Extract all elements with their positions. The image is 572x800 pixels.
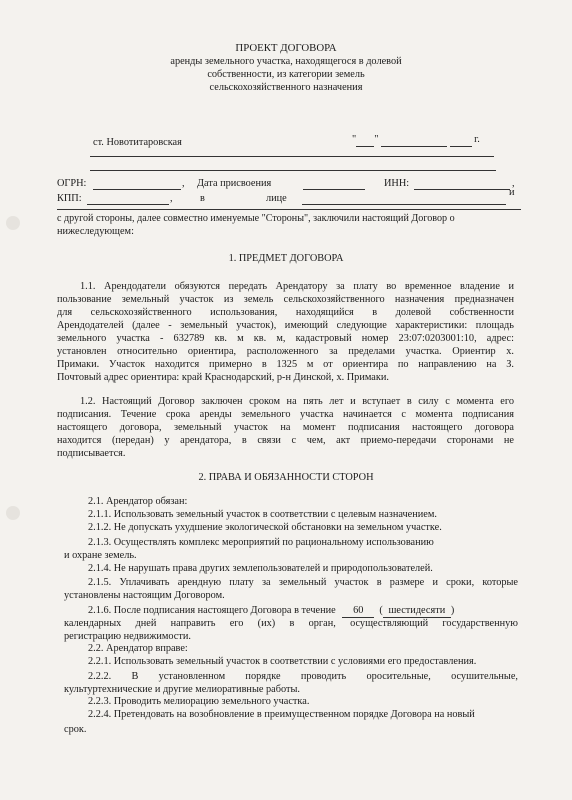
clause-text: 2.1.6. После подписания настоящего Договора в течение [88, 605, 336, 616]
intro-line: нижеследующем: [57, 226, 134, 237]
date-field [352, 134, 480, 147]
date-assigned-blank [303, 189, 365, 190]
party-name-line [90, 170, 496, 171]
paragraph-line: пользование земельный участок из земель сельскохозяйственного назначения предназначен [57, 294, 514, 305]
punch-hole [6, 216, 20, 230]
paragraph-line: подписания. Течение срока аренды земельного участка начинается с момента подписания [57, 409, 514, 420]
clause-line: 2.1.3. Осуществлять комплекс мероприятий по рациональному использованию [88, 537, 434, 548]
party-details-line [57, 209, 521, 210]
quote-mark: " [374, 134, 379, 145]
clause-line [88, 605, 454, 618]
paren: ) [450, 605, 455, 616]
clause-line: 2.2.3. Проводить мелиорацию земельного участка. [88, 696, 310, 707]
days-words: шестидесяти [383, 605, 451, 618]
and-label: и [509, 187, 515, 198]
clause-line: 2.1.4. Не нарушать права других землепользователей и природопользователей. [88, 563, 433, 574]
clause-line: календарных дней направить его (их) в орган, осуществляющий государственную [64, 618, 518, 629]
section-heading: 2. ПРАВА И ОБЯЗАННОСТИ СТОРОН [198, 472, 374, 483]
paragraph-line: 1.1. Арендодатели обязуются передать Арендатору за плату во временное владение и [80, 281, 514, 292]
punch-hole [6, 506, 20, 520]
paragraph-line: находится (передан) у арендатора, в связи с чем, акт приемо-передачи сторонами не [57, 435, 514, 446]
document-subtitle-line: аренды земельного участка, находящегося в долевой [170, 56, 402, 67]
representative-blank [302, 204, 506, 205]
section-heading: 1. ПРЕДМЕТ ДОГОВОРА [228, 253, 344, 264]
party-name-line [90, 156, 494, 157]
face-label: лице [266, 193, 287, 204]
month-blank [381, 134, 447, 147]
paren: ( [376, 605, 383, 616]
clause-line: 2.2.1. Использовать земельный участок в соответствии с условиями его предоставления. [88, 656, 477, 667]
paragraph-line: подписывается. [57, 448, 126, 459]
year-suffix: г. [474, 134, 480, 145]
paragraph-line: земельного участка - 632789 кв. м кв. м, кадастровый номер 23:07:0203001:10, адрес: [57, 333, 514, 344]
paragraph-line: Почтовый адрес ориентира: край Краснодарский, р-н Динской, х. Примаки. [57, 372, 389, 383]
document-title: ПРОЕКТ ДОГОВОРА [235, 42, 337, 54]
clause-line: 2.1.2. Не допускать ухудшение экологической обстановки на земельном участке. [88, 522, 442, 533]
inn-blank [414, 189, 510, 190]
document-subtitle-line: собственности, из категории земель [207, 69, 365, 80]
paragraph-line: Арендодателей (далее - земельный участок), имеющий следующие характеристики: площадь [57, 320, 514, 331]
clause-line: и охране земель. [64, 550, 137, 561]
place-of-signing: ст. Новотитаровская [93, 137, 182, 148]
comma: , [512, 178, 515, 189]
clause-line: установлены настоящим Договором. [64, 590, 225, 601]
document-subtitle-line: сельскохозяйственного назначения [209, 82, 363, 93]
days-number: 60 [342, 605, 374, 618]
ogrn-blank [93, 189, 181, 190]
comma: , [182, 178, 185, 189]
clause-line: 2.1. Арендатор обязан: [88, 496, 188, 507]
paragraph-line: установлен относительно ориентира, расположенного за пределами участка. Ориентир х. [57, 346, 514, 357]
paragraph-line: 1.2. Настоящий Договор заключен сроком на пять лет и вступает в силу с момента его [80, 396, 514, 407]
clause-line: 2.2.4. Претендовать на возобновление в преимущественном порядке Договора на новый [88, 709, 475, 720]
day-blank [356, 134, 374, 147]
intro-line: с другой стороны, далее совместно именуемые "Стороны", заключили настоящий Договор о [57, 213, 455, 224]
clause-line: 2.1.5. Уплачивать арендную плату за земельный участок в размере и сроки, которые [88, 577, 518, 588]
paragraph-line: Примаки. Участок находится примерно в 1325 м от ориентира по направлению на З. [57, 359, 514, 370]
kpp-label: КПП: [57, 193, 82, 204]
date-assigned-label: Дата присвоения [197, 178, 272, 189]
clause-line: регистрацию недвижимости. [64, 631, 191, 642]
ogrn-label: ОГРН: [57, 178, 87, 189]
year-blank [450, 134, 472, 147]
paragraph-line: для сельскохозяйственного использования, находящийся в долевой собственности [57, 307, 514, 318]
clause-line: 2.2.2. В установленном порядке проводить оросительные, осушительные, [88, 671, 518, 682]
inn-label: ИНН: [384, 178, 410, 189]
clause-line: 2.1.1. Использовать земельный участок в соответствии с целевым назначением. [88, 509, 437, 520]
kpp-blank [87, 204, 169, 205]
comma: , [170, 193, 173, 204]
clause-line: срок. [64, 724, 87, 735]
quote-mark: " [352, 134, 357, 145]
in-label: в [200, 193, 205, 204]
clause-line: 2.2. Арендатор вправе: [88, 643, 188, 654]
paragraph-line: настоящего договора, земельный участок на момент подписания настоящего договора [57, 422, 514, 433]
clause-line: культуртехнические и другие мелиоративные работы. [64, 684, 300, 695]
